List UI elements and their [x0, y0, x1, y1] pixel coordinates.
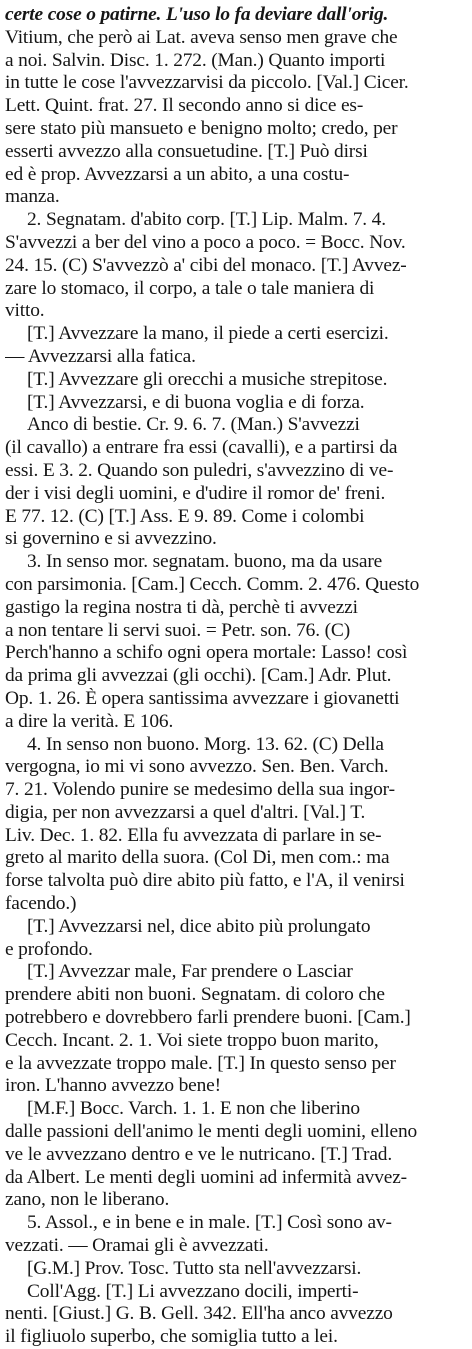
- text-line: essi. E 3. 2. Quando son puledri, s'avvezzino di ve-: [5, 459, 394, 481]
- text-line: Anco di bestie. Cr. 9. 6. 7. (Man.) S'avvezzi: [27, 414, 360, 436]
- text-line: forse talvolta può dire abito più fatto, e l'A, il venirsi: [5, 870, 405, 892]
- text-line: 7. 21. Volendo punire se medesimo della sua ingor-: [5, 779, 395, 801]
- text-line: certe cose o patirne. L'uso lo fa deviare dall'orig.: [5, 4, 389, 25]
- text-line: facendo.): [5, 893, 77, 915]
- text-line: con parsimonia. [Cam.] Cecch. Comm. 2. 476. Questo: [5, 573, 420, 595]
- text-line: [M.F.] Bocc. Varch. 1. 1. E non che liberino: [27, 1098, 360, 1120]
- text-line: [T.] Avvezzarsi nel, dice abito più prolungato: [27, 915, 371, 937]
- text-line: vergogna, io mi vi sono avvezzo. Sen. Ben. Varch.: [5, 756, 389, 778]
- text-line: da prima gli avvezzai (gli occhi). [Cam.] Adr. Plut.: [5, 665, 392, 687]
- text-line: si governino e si avvezzino.: [5, 528, 217, 550]
- text-line: vezzati. — Oramai gli è avvezzati.: [5, 1235, 269, 1257]
- text-line: il figliuolo superbo, che somiglia tutto a lei.: [5, 1326, 338, 1348]
- text-line: zare lo stomaco, il corpo, a tale o tale maniera di: [5, 277, 375, 299]
- text-line: digia, per non avvezzarsi a quel d'altri. [Val.] T.: [5, 801, 366, 823]
- text-line: esserti avvezzo alla consuetudine. [T.] Può dirsi: [5, 140, 368, 162]
- text-line: [G.M.] Prov. Tosc. Tutto sta nell'avvezzarsi.: [27, 1257, 362, 1279]
- text-line: [T.] Avvezzare la mano, il piede a certi esercizi.: [27, 323, 389, 345]
- text-line: Cecch. Incant. 2. 1. Voi siete troppo buon marito,: [5, 1029, 379, 1051]
- text-line: a dire la verità. E 106.: [5, 710, 174, 732]
- text-line: iron. L'hanno avvezzo bene!: [5, 1075, 221, 1097]
- text-line: Lett. Quint. frat. 27. Il secondo anno si dice es-: [5, 95, 364, 117]
- text-line: dalle passioni dell'animo le menti degli uomini, elleno: [5, 1121, 418, 1143]
- text-line: a noi. Salvin. Disc. 1. 272. (Man.) Quanto importi: [5, 49, 386, 71]
- text-line: Op. 1. 26. È opera santissima avvezzare i giovanetti: [5, 687, 400, 709]
- text-line: [T.] Avvezzar male, Far prendere o Lasciar: [27, 961, 353, 983]
- text-line: in tutte le cose l'avvezzarvisi da piccolo. [Val.] Cicer.: [5, 72, 409, 94]
- text-line: ve le avvezzano dentro e ve le nutricano. [T.] Trad.: [5, 1143, 393, 1165]
- text-line: (il cavallo) a entrare fra essi (cavalli), e a partirsi da: [5, 437, 398, 459]
- text-line: Liv. Dec. 1. 82. Ella fu avvezzata di parlare in se-: [5, 824, 382, 846]
- text-line: der i visi degli uomini, e d'udire il romor de' freni.: [5, 482, 386, 504]
- text-line: Coll'Agg. [T.] Li avvezzano docili, imperti-: [27, 1280, 359, 1302]
- text-line: e profondo.: [5, 938, 93, 960]
- text-line: sere stato più mansueto e benigno molto; credo, per: [5, 117, 398, 139]
- text-line: Vitium, che però ai Lat. aveva senso men grave che: [5, 26, 398, 48]
- text-line: e la avvezzate troppo male. [T.] In questo senso per: [5, 1052, 396, 1074]
- section-heading-3: 3. In senso mor. segnatam. buono, ma da usare: [27, 551, 383, 573]
- text-line: vitto.: [5, 300, 45, 322]
- text-line: nenti. [Giust.] G. B. Gell. 342. Ell'ha anco avvezzo: [5, 1303, 393, 1325]
- text-line: E 77. 12. (C) [T.] Ass. E 9. 89. Come i colombi: [5, 505, 365, 527]
- text-line: a non tentare li servi suoi. = Petr. son. 76. (C): [5, 619, 351, 641]
- text-line: gastigo la regina nostra ti dà, perchè ti avvezzi: [5, 596, 358, 618]
- section-heading-4: 4. In senso non buono. Morg. 13. 62. (C) Della: [27, 733, 384, 755]
- text-line: S'avvezzi a ber del vino a poco a poco. = Bocc. Nov.: [5, 231, 406, 253]
- text-line: ed è prop. Avvezzarsi a un abito, a una costu-: [5, 163, 350, 185]
- text-line: potrebbero e dovrebbero farli prendere buoni. [Cam.]: [5, 1007, 411, 1029]
- text-line: Perch'hanno a schifo ogni opera mortale: Lasso! così: [5, 642, 408, 664]
- text-line: manza.: [5, 186, 60, 208]
- text-line: 24. 15. (C) S'avvezzò a' cibi del monaco. [T.] Avvez-: [5, 254, 407, 276]
- text-line: — Avvezzarsi alla fatica.: [5, 345, 196, 367]
- section-heading-2: 2. Segnatam. d'abito corp. [T.] Lip. Malm. 7. 4.: [27, 209, 386, 231]
- text-line: [T.] Avvezzarsi, e di buona voglia e di forza.: [27, 391, 365, 413]
- text-line: greto al marito della suora. (Col Di, men com.: ma: [5, 847, 390, 869]
- section-heading-5: 5. Assol., e in bene e in male. [T.] Così sono av-: [27, 1212, 392, 1234]
- text-line: prendere abiti non buoni. Segnatam. di coloro che: [5, 984, 385, 1006]
- text-line: [T.] Avvezzare gli orecchi a musiche strepitose.: [27, 368, 388, 390]
- text-line: zano, non le liberano.: [5, 1189, 170, 1211]
- text-line: da Albert. Le menti degli uomini ad infermità avvez-: [5, 1166, 407, 1188]
